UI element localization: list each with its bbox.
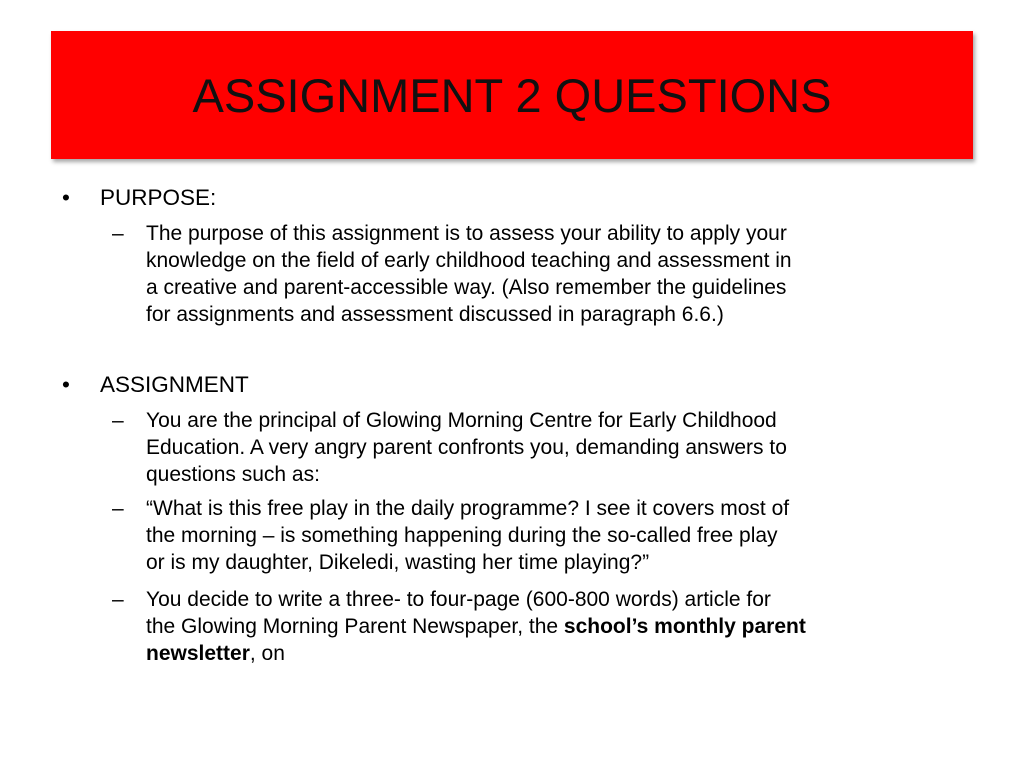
text-line: You decide to write a three- to four-page (600-800 words) article for	[146, 588, 771, 611]
text-line: “What is this free play in the daily programme? I see it covers most of	[146, 497, 790, 520]
text-segment: the Glowing Morning Parent Newspaper, the	[146, 615, 564, 638]
text-line: You are the principal of Glowing Morning Centre for Early Childhood	[146, 409, 777, 432]
section-heading-assignment	[62, 371, 249, 399]
dash-icon: –	[112, 497, 124, 520]
text-line	[146, 613, 966, 640]
slide-title: ASSIGNMENT 2 QUESTIONS	[192, 68, 832, 122]
text-line: Education. A very angry parent confronts you, demanding answers to	[146, 436, 787, 459]
section-heading-label: ASSIGNMENT	[100, 372, 249, 397]
text-line	[146, 640, 966, 667]
dash-icon: –	[112, 222, 124, 245]
bullet-icon: •	[62, 185, 70, 210]
text-line: the morning – is something happening during the so-called free play	[146, 524, 778, 547]
list-item	[112, 407, 966, 488]
section-heading-purpose	[62, 184, 217, 212]
bullet-icon: •	[62, 372, 70, 397]
text-line: knowledge on the field of early childhood teaching and assessment in	[146, 249, 792, 272]
text-line: questions such as:	[146, 463, 320, 486]
bold-text-segment: newsletter	[146, 642, 250, 665]
list-item	[112, 220, 966, 328]
text-line: for assignments and assessment discussed in paragraph 6.6.)	[146, 303, 724, 326]
text-line: or is my daughter, Dikeledi, wasting her time playing?”	[146, 551, 650, 574]
dash-icon: –	[112, 409, 124, 432]
bold-text-segment: school’s monthly parent	[563, 615, 806, 638]
list-item	[112, 495, 966, 576]
list-item	[112, 586, 966, 667]
section-heading-label: PURPOSE:	[100, 185, 217, 210]
text-line: a creative and parent-accessible way. (Also remember the guidelines	[146, 276, 787, 299]
dash-icon: –	[112, 588, 124, 611]
text-segment: , on	[249, 642, 285, 665]
text-line: The purpose of this assignment is to assess your ability to apply your	[146, 222, 787, 245]
